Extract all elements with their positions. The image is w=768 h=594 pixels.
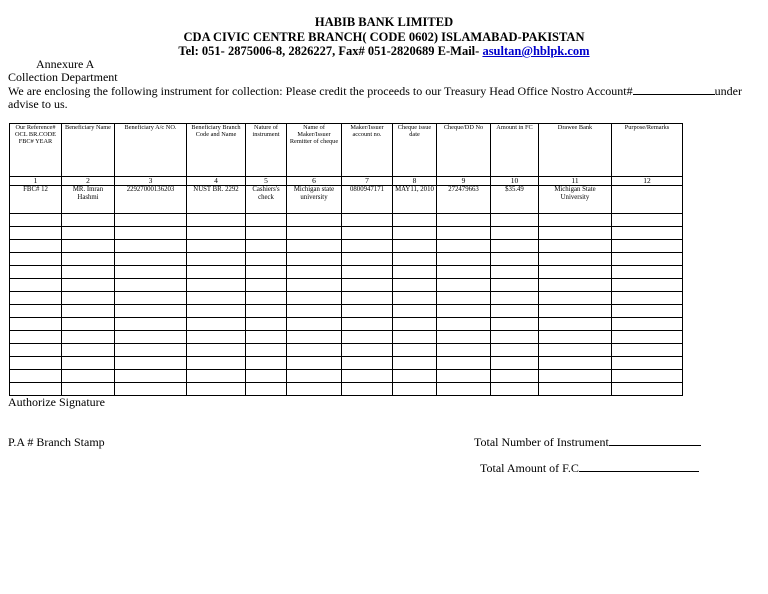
empty-table-row-cell — [246, 305, 287, 318]
empty-table-row-cell — [115, 279, 187, 292]
empty-table-row-cell — [10, 266, 62, 279]
empty-table-row-cell — [393, 214, 437, 227]
column-number-row-cell: 12 — [612, 177, 683, 186]
empty-table-row-cell — [393, 227, 437, 240]
authorize-signature: Authorize Signature — [8, 395, 105, 409]
empty-table-row-cell — [62, 318, 115, 331]
empty-table-row-cell — [491, 383, 539, 396]
total-instruments-blank — [609, 445, 701, 446]
empty-table-row-cell — [115, 305, 187, 318]
empty-table-row — [10, 279, 683, 292]
empty-table-row-cell — [437, 279, 491, 292]
empty-table-row-cell — [287, 253, 342, 266]
empty-table-row-cell — [393, 240, 437, 253]
column-header-row-cell: Cheque issue date — [393, 124, 437, 177]
empty-table-row-cell — [62, 370, 115, 383]
empty-table-row-cell — [187, 305, 246, 318]
empty-table-row-cell — [62, 240, 115, 253]
account-blank — [633, 94, 715, 95]
empty-table-row — [10, 266, 683, 279]
empty-table-row-cell — [10, 253, 62, 266]
empty-table-row-cell — [187, 266, 246, 279]
empty-table-row-cell — [187, 214, 246, 227]
table-row-cell: MAY11, 2010 — [393, 186, 437, 214]
empty-table-row-cell — [62, 292, 115, 305]
column-number-row-cell: 2 — [62, 177, 115, 186]
empty-table-row-cell — [342, 383, 393, 396]
column-number-row-cell: 10 — [491, 177, 539, 186]
table-row-cell: Michigan State University — [539, 186, 612, 214]
empty-table-row-cell — [491, 227, 539, 240]
empty-table-row-cell — [491, 344, 539, 357]
empty-table-row-cell — [539, 240, 612, 253]
empty-table-row-cell — [187, 331, 246, 344]
table-row-cell: Michigan state university — [287, 186, 342, 214]
empty-table-row-cell — [393, 266, 437, 279]
message-line-2: advise to us. — [8, 97, 68, 111]
empty-table-row-cell — [187, 227, 246, 240]
empty-table-row-cell — [393, 253, 437, 266]
empty-table-row-cell — [612, 266, 683, 279]
empty-table-row-cell — [246, 292, 287, 305]
annexure-label: Annexure A — [36, 57, 95, 71]
empty-table-row-cell — [437, 318, 491, 331]
empty-table-row-cell — [115, 331, 187, 344]
table-row-cell — [612, 186, 683, 214]
empty-table-row-cell — [10, 214, 62, 227]
empty-table-row-cell — [62, 305, 115, 318]
empty-table-row-cell — [62, 227, 115, 240]
empty-table-row — [10, 227, 683, 240]
contact-text: Tel: 051- 2875006-8, 2826227, Fax# 051-2820689 E-Mail- — [178, 44, 483, 58]
column-header-row-cell: Beneficiary Branch Code and Name — [187, 124, 246, 177]
message-line-1 — [8, 84, 742, 99]
empty-table-row — [10, 253, 683, 266]
empty-table-row — [10, 344, 683, 357]
empty-table-row-cell — [62, 331, 115, 344]
column-header-row-cell: Cheque/DD No — [437, 124, 491, 177]
empty-table-row-cell — [342, 214, 393, 227]
empty-table-row-cell — [287, 240, 342, 253]
column-number-row-cell: 7 — [342, 177, 393, 186]
department-label: Collection Department — [8, 70, 118, 84]
empty-table-row-cell — [342, 227, 393, 240]
table-row-cell: 272479663 — [437, 186, 491, 214]
empty-table-row-cell — [187, 292, 246, 305]
empty-table-row-cell — [246, 357, 287, 370]
empty-table-row-cell — [612, 370, 683, 383]
empty-table-row-cell — [612, 305, 683, 318]
empty-table-row-cell — [115, 214, 187, 227]
empty-table-row-cell — [539, 253, 612, 266]
empty-table-row-cell — [539, 370, 612, 383]
table-row-cell: FBC# 12 — [10, 186, 62, 214]
empty-table-row-cell — [342, 266, 393, 279]
column-header-row-cell: Purpose/Remarks — [612, 124, 683, 177]
empty-table-row-cell — [187, 253, 246, 266]
empty-table-row-cell — [491, 214, 539, 227]
empty-table-row-cell — [612, 279, 683, 292]
empty-table-row-cell — [246, 266, 287, 279]
empty-table-row-cell — [342, 344, 393, 357]
empty-table-row-cell — [62, 357, 115, 370]
empty-table-row-cell — [246, 331, 287, 344]
empty-table-row-cell — [10, 383, 62, 396]
empty-table-row-cell — [393, 344, 437, 357]
bank-name: HABIB BANK LIMITED — [314, 15, 454, 29]
empty-table-row-cell — [491, 370, 539, 383]
total-amount-blank — [579, 471, 699, 472]
empty-table-row-cell — [437, 266, 491, 279]
empty-table-row-cell — [612, 331, 683, 344]
empty-table-row — [10, 370, 683, 383]
column-number-row-cell: 11 — [539, 177, 612, 186]
empty-table-row-cell — [491, 357, 539, 370]
empty-table-row-cell — [287, 383, 342, 396]
empty-table-row-cell — [287, 370, 342, 383]
empty-table-row-cell — [342, 370, 393, 383]
empty-table-row-cell — [62, 383, 115, 396]
empty-table-row-cell — [539, 266, 612, 279]
empty-table-row-cell — [10, 292, 62, 305]
column-header-row-cell: Beneficiary A/c NO. — [115, 124, 187, 177]
empty-table-row-cell — [539, 344, 612, 357]
column-header-row-cell: Name of Maker/Issuer Remitter of cheque — [287, 124, 342, 177]
empty-table-row-cell — [287, 305, 342, 318]
contact-line — [0, 44, 768, 59]
empty-table-row-cell — [187, 383, 246, 396]
empty-table-row-cell — [287, 344, 342, 357]
empty-table-row-cell — [246, 383, 287, 396]
empty-table-row-cell — [539, 331, 612, 344]
empty-table-row-cell — [287, 318, 342, 331]
column-header-row-cell: Beneficiary Name — [62, 124, 115, 177]
empty-table-row-cell — [10, 370, 62, 383]
empty-table-row-cell — [491, 279, 539, 292]
empty-table-row-cell — [115, 318, 187, 331]
empty-table-row-cell — [437, 344, 491, 357]
empty-table-row-cell — [62, 266, 115, 279]
empty-table-row-cell — [342, 240, 393, 253]
empty-table-row-cell — [539, 357, 612, 370]
empty-table-row-cell — [539, 227, 612, 240]
empty-table-row-cell — [393, 292, 437, 305]
column-number-row-cell: 8 — [393, 177, 437, 186]
empty-table-row-cell — [115, 383, 187, 396]
empty-table-row-cell — [287, 214, 342, 227]
column-header-row-cell: Nature of instrument — [246, 124, 287, 177]
table-row-cell: $35.49 — [491, 186, 539, 214]
empty-table-row-cell — [62, 214, 115, 227]
empty-table-row-cell — [342, 318, 393, 331]
empty-table-row-cell — [437, 227, 491, 240]
empty-table-row-cell — [62, 253, 115, 266]
empty-table-row-cell — [342, 292, 393, 305]
empty-table-row-cell — [539, 305, 612, 318]
branch-title: CDA CIVIC CENTRE BRANCH( CODE 0602) ISLAMABAD-PAKISTAN — [183, 30, 585, 44]
empty-table-row-cell — [246, 227, 287, 240]
empty-table-row-cell — [187, 357, 246, 370]
empty-table-row — [10, 305, 683, 318]
empty-table-row-cell — [10, 227, 62, 240]
empty-table-row-cell — [612, 240, 683, 253]
empty-table-row-cell — [342, 357, 393, 370]
empty-table-row-cell — [10, 344, 62, 357]
empty-table-row-cell — [187, 279, 246, 292]
column-number-row-cell: 3 — [115, 177, 187, 186]
empty-table-row-cell — [539, 292, 612, 305]
empty-table-row-cell — [287, 357, 342, 370]
empty-table-row-cell — [393, 305, 437, 318]
empty-table-row-cell — [187, 240, 246, 253]
column-header-row-cell: Amount in FC — [491, 124, 539, 177]
empty-table-row-cell — [10, 240, 62, 253]
empty-table-row-cell — [287, 331, 342, 344]
empty-table-row — [10, 331, 683, 344]
empty-table-row-cell — [246, 214, 287, 227]
empty-table-row-cell — [612, 357, 683, 370]
empty-table-row-cell — [437, 305, 491, 318]
empty-table-row-cell — [62, 279, 115, 292]
empty-table-row-cell — [342, 305, 393, 318]
empty-table-row-cell — [246, 318, 287, 331]
email-link[interactable]: asultan@hblpk.com — [482, 44, 590, 58]
empty-table-row-cell — [437, 292, 491, 305]
table-row-cell: Cashiers's check — [246, 186, 287, 214]
empty-table-row-cell — [246, 253, 287, 266]
column-header-row-cell: Maker/Issuer account no. — [342, 124, 393, 177]
empty-table-row-cell — [115, 240, 187, 253]
empty-table-row-cell — [437, 357, 491, 370]
total-amount-label: Total Amount of F.C — [480, 461, 579, 475]
empty-table-row-cell — [115, 227, 187, 240]
empty-table-row-cell — [187, 370, 246, 383]
column-header-row — [10, 124, 683, 177]
empty-table-row-cell — [437, 383, 491, 396]
empty-table-row-cell — [246, 240, 287, 253]
total-amount — [480, 461, 699, 476]
empty-table-row-cell — [10, 357, 62, 370]
empty-table-row-cell — [612, 383, 683, 396]
empty-table-row-cell — [491, 318, 539, 331]
empty-table-row-cell — [612, 318, 683, 331]
empty-table-row-cell — [437, 331, 491, 344]
empty-table-row-cell — [246, 344, 287, 357]
empty-table-row-cell — [437, 240, 491, 253]
table-row — [10, 186, 683, 214]
empty-table-row-cell — [539, 383, 612, 396]
empty-table-row-cell — [342, 253, 393, 266]
table-row-cell: NUST BR. 2292 — [187, 186, 246, 214]
empty-table-row-cell — [612, 253, 683, 266]
column-number-row-cell: 1 — [10, 177, 62, 186]
column-number-row — [10, 177, 683, 186]
empty-table-row-cell — [287, 292, 342, 305]
empty-table-row-cell — [187, 344, 246, 357]
table-row-cell: 0800947171 — [342, 186, 393, 214]
empty-table-row-cell — [187, 318, 246, 331]
branch-stamp: P.A # Branch Stamp — [8, 435, 105, 449]
empty-table-row-cell — [287, 279, 342, 292]
empty-table-row — [10, 383, 683, 396]
column-number-row-cell: 9 — [437, 177, 491, 186]
empty-table-row — [10, 318, 683, 331]
empty-table-row-cell — [393, 370, 437, 383]
empty-table-row-cell — [491, 292, 539, 305]
empty-table-row-cell — [287, 266, 342, 279]
column-number-row-cell: 5 — [246, 177, 287, 186]
empty-table-row-cell — [491, 266, 539, 279]
empty-table-row — [10, 292, 683, 305]
empty-table-row-cell — [115, 292, 187, 305]
empty-table-row-cell — [115, 266, 187, 279]
empty-table-row-cell — [437, 370, 491, 383]
empty-table-row-cell — [246, 370, 287, 383]
empty-table-row-cell — [612, 292, 683, 305]
empty-table-row-cell — [10, 331, 62, 344]
instrument-table — [9, 123, 683, 396]
empty-table-row-cell — [491, 253, 539, 266]
column-header-row-cell: Our Reference# OCL BR.CODE FBC# YEAR — [10, 124, 62, 177]
message-text: We are enclosing the following instrument for collection: Please credit the proceeds to our Treasury Head Office Nostro Account# — [8, 84, 633, 98]
empty-table-row-cell — [393, 279, 437, 292]
total-instruments-label: Total Number of Instrument — [474, 435, 609, 449]
message-under: under — [714, 84, 742, 98]
column-number-row-cell: 4 — [187, 177, 246, 186]
empty-table-row-cell — [539, 318, 612, 331]
empty-table-row-cell — [393, 383, 437, 396]
empty-table-row-cell — [115, 357, 187, 370]
column-header-row-cell: Drawee Bank — [539, 124, 612, 177]
empty-table-row-cell — [287, 227, 342, 240]
empty-table-row-cell — [393, 357, 437, 370]
empty-table-row-cell — [539, 214, 612, 227]
empty-table-row-cell — [491, 240, 539, 253]
empty-table-row-cell — [342, 279, 393, 292]
column-number-row-cell: 6 — [287, 177, 342, 186]
empty-table-row — [10, 214, 683, 227]
empty-table-row-cell — [10, 305, 62, 318]
empty-table-row-cell — [612, 214, 683, 227]
empty-table-row-cell — [10, 279, 62, 292]
empty-table-row-cell — [437, 214, 491, 227]
empty-table-row-cell — [246, 279, 287, 292]
empty-table-row-cell — [612, 344, 683, 357]
table-row-cell: MR. Imran Hashmi — [62, 186, 115, 214]
empty-table-row-cell — [342, 331, 393, 344]
empty-table-row — [10, 357, 683, 370]
empty-table-row-cell — [10, 318, 62, 331]
empty-table-row-cell — [115, 253, 187, 266]
empty-table-row-cell — [115, 344, 187, 357]
table-row-cell: 22927000136203 — [115, 186, 187, 214]
empty-table-row-cell — [612, 227, 683, 240]
total-instruments — [474, 435, 701, 450]
empty-table-row-cell — [437, 253, 491, 266]
empty-table-row-cell — [393, 318, 437, 331]
empty-table-row-cell — [491, 305, 539, 318]
empty-table-row-cell — [115, 370, 187, 383]
empty-table-row-cell — [539, 279, 612, 292]
empty-table-row-cell — [491, 331, 539, 344]
empty-table-row — [10, 240, 683, 253]
empty-table-row-cell — [393, 331, 437, 344]
empty-table-row-cell — [62, 344, 115, 357]
